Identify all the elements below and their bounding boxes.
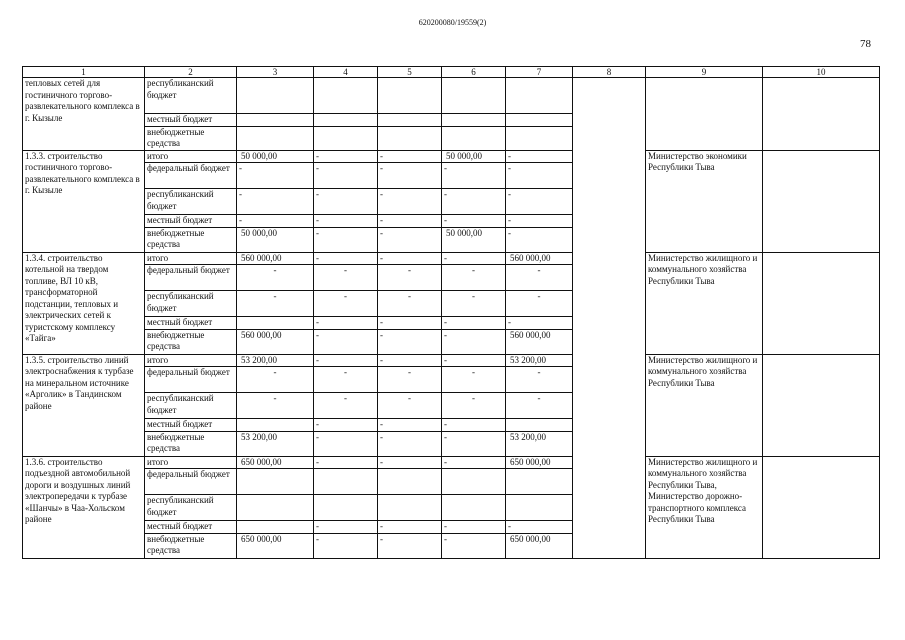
funding-source: республиканский бюджет: [145, 189, 237, 215]
dash-cell: -: [314, 317, 378, 330]
document-id: 620200080/19559(2): [418, 18, 487, 27]
column-numbers-row: [23, 67, 880, 78]
dash-cell: -: [442, 533, 506, 558]
dash-cell: -: [442, 431, 506, 456]
dash-cell: -: [442, 265, 506, 291]
amount: 50 000,00: [442, 227, 506, 252]
dash-cell: -: [237, 367, 314, 393]
dash-cell: -: [378, 393, 442, 419]
dash-cell: -: [314, 265, 378, 291]
funding-source: федеральный бюджет: [145, 163, 237, 189]
responsible-org: Министерство экономики Республики Тыва: [646, 150, 763, 252]
dash-cell: -: [314, 533, 378, 558]
funding-source: местный бюджет: [145, 419, 237, 432]
dash-cell: -: [314, 291, 378, 317]
funding-source: итого: [145, 252, 237, 265]
responsible-org: Министерство жилищного и коммунального хозяйства Республики Тыва: [646, 252, 763, 354]
dash-cell: -: [506, 317, 573, 330]
dash-cell: -: [314, 393, 378, 419]
dash-cell: -: [378, 431, 442, 456]
funding-source: федеральный бюджет: [145, 265, 237, 291]
table-row: [23, 354, 880, 367]
amount: 53 200,00: [237, 431, 314, 456]
column-number: 3: [237, 67, 314, 78]
column-number: 1: [23, 67, 145, 78]
dash-cell: -: [442, 189, 506, 215]
funding-source: местный бюджет: [145, 114, 237, 127]
dash-cell: -: [378, 265, 442, 291]
dash-cell: -: [378, 163, 442, 189]
dash-cell: -: [314, 189, 378, 215]
column-number: 2: [145, 67, 237, 78]
amount: 560 000,00: [506, 329, 573, 354]
dash-cell: -: [378, 291, 442, 317]
amount: 560 000,00: [237, 252, 314, 265]
dash-cell: -: [314, 431, 378, 456]
measure-name: 1.3.3. строительство гостиничного торгово-развлекательного комплекса в г. Кызыле: [23, 150, 145, 252]
dash-cell: -: [378, 367, 442, 393]
measure-name: 1.3.5. строительство линий электроснабжения к турбазе на минеральном источнике «Арголик» в Тандинском районе: [23, 354, 145, 456]
dash-cell: -: [506, 215, 573, 228]
dash-cell: -: [314, 227, 378, 252]
dash-cell: -: [237, 265, 314, 291]
dash-cell: -: [378, 329, 442, 354]
dash-cell: -: [314, 329, 378, 354]
dash-cell: -: [314, 252, 378, 265]
column-number: 9: [646, 67, 763, 78]
dash-cell: -: [314, 354, 378, 367]
dash-cell: -: [237, 215, 314, 228]
responsible-org: Министерство жилищного и коммунального хозяйства Республики Тыва, Министерство дорожно-транспортного комплекса Республики Тыва: [646, 456, 763, 558]
measure-name: тепловых сетей для гостиничного торгово-развлекательного комплекса в г. Кызыле: [23, 78, 145, 151]
measure-name: 1.3.6. строительство подъездной автомобильной дороги и воздушных линий электропередачи к турбазе «Шанчы» в Чаа-Хольском районе: [23, 456, 145, 558]
funding-source: итого: [145, 150, 237, 163]
dash-cell: -: [237, 291, 314, 317]
dash-cell: -: [442, 354, 506, 367]
amount: 650 000,00: [237, 456, 314, 469]
dash-cell: -: [506, 521, 573, 534]
dash-cell: -: [442, 456, 506, 469]
funding-source: республиканский бюджет: [145, 495, 237, 521]
dash-cell: -: [314, 163, 378, 189]
table-row: [23, 252, 880, 265]
budget-table: [22, 66, 880, 559]
dash-cell: -: [442, 419, 506, 432]
dash-cell: -: [442, 163, 506, 189]
funding-source: местный бюджет: [145, 317, 237, 330]
dash-cell: -: [314, 521, 378, 534]
dash-cell: -: [314, 456, 378, 469]
funding-source: республиканский бюджет: [145, 291, 237, 317]
table-row: [23, 150, 880, 163]
amount: 650 000,00: [506, 533, 573, 558]
dash-cell: -: [442, 215, 506, 228]
table-row: [23, 78, 880, 114]
dash-cell: -: [314, 419, 378, 432]
dash-cell: -: [506, 163, 573, 189]
dash-cell: -: [237, 393, 314, 419]
dash-cell: -: [378, 227, 442, 252]
funding-source: федеральный бюджет: [145, 469, 237, 495]
dash-cell: -: [506, 227, 573, 252]
amount: 50 000,00: [237, 150, 314, 163]
dash-cell: -: [442, 329, 506, 354]
dash-cell: -: [378, 317, 442, 330]
funding-source: итого: [145, 354, 237, 367]
dash-cell: -: [442, 317, 506, 330]
dash-cell: -: [442, 393, 506, 419]
dash-cell: -: [378, 521, 442, 534]
funding-source: внебюджетные средства: [145, 431, 237, 456]
funding-source: внебюджетные средства: [145, 329, 237, 354]
funding-source: местный бюджет: [145, 215, 237, 228]
dash-cell: -: [506, 393, 573, 419]
column-number: 7: [506, 67, 573, 78]
funding-source: федеральный бюджет: [145, 367, 237, 393]
amount: 560 000,00: [506, 252, 573, 265]
dash-cell: -: [314, 367, 378, 393]
dash-cell: -: [237, 163, 314, 189]
amount: 53 200,00: [506, 431, 573, 456]
dash-cell: -: [442, 252, 506, 265]
dash-cell: -: [378, 150, 442, 163]
funding-source: внебюджетные средства: [145, 126, 237, 150]
dash-cell: -: [506, 291, 573, 317]
responsible-org: Министерство жилищного и коммунального хозяйства Республики Тыва: [646, 354, 763, 456]
funding-source: внебюджетные средства: [145, 533, 237, 558]
dash-cell: -: [378, 354, 442, 367]
column-number: 4: [314, 67, 378, 78]
dash-cell: -: [378, 189, 442, 215]
amount: 560 000,00: [237, 329, 314, 354]
dash-cell: -: [442, 291, 506, 317]
amount: 53 200,00: [506, 354, 573, 367]
table-row: [23, 456, 880, 469]
dash-cell: -: [378, 419, 442, 432]
amount: 650 000,00: [237, 533, 314, 558]
dash-cell: -: [314, 150, 378, 163]
funding-source: внебюджетные средства: [145, 227, 237, 252]
funding-source: местный бюджет: [145, 521, 237, 534]
amount: 50 000,00: [442, 150, 506, 163]
funding-source: республиканский бюджет: [145, 393, 237, 419]
dash-cell: -: [442, 521, 506, 534]
dash-cell: -: [506, 367, 573, 393]
dash-cell: -: [442, 367, 506, 393]
dash-cell: -: [314, 215, 378, 228]
column-number: 5: [378, 67, 442, 78]
amount: 50 000,00: [237, 227, 314, 252]
dash-cell: -: [378, 533, 442, 558]
dash-cell: -: [237, 189, 314, 215]
amount: 53 200,00: [237, 354, 314, 367]
funding-source: итого: [145, 456, 237, 469]
dash-cell: -: [378, 252, 442, 265]
column-number: 8: [573, 67, 646, 78]
funding-source: республиканский бюджет: [145, 78, 237, 114]
amount: 650 000,00: [506, 456, 573, 469]
dash-cell: -: [506, 150, 573, 163]
dash-cell: -: [506, 265, 573, 291]
dash-cell: -: [506, 189, 573, 215]
page-number: 78: [860, 38, 871, 50]
dash-cell: -: [378, 456, 442, 469]
column-number: 6: [442, 67, 506, 78]
measure-name: 1.3.4. строительство котельной на твердом топливе, ВЛ 10 кВ, трансформаторной подстанции, тепловых и электрических сетей к туристскому комплексу «Тайга»: [23, 252, 145, 354]
dash-cell: -: [378, 215, 442, 228]
column-number: 10: [763, 67, 880, 78]
